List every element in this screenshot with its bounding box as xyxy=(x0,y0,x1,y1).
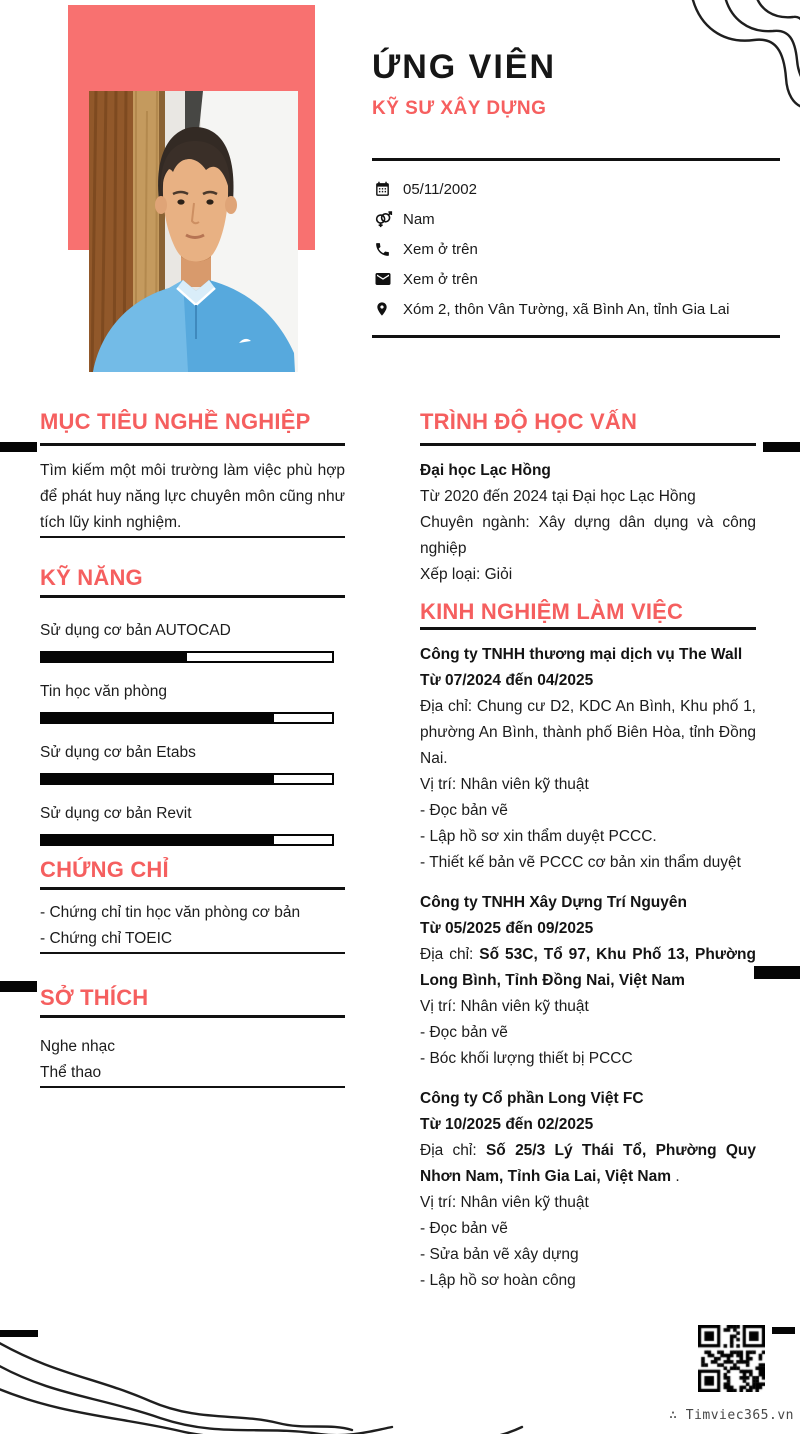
header-divider-bottom xyxy=(372,335,780,338)
skill-item xyxy=(40,620,345,663)
skill-label: Sử dụng cơ bản Revit xyxy=(40,805,192,822)
contact-row-gender xyxy=(374,204,784,234)
education-heading-rule xyxy=(420,443,756,446)
experience-heading: KINH NGHIỆM LÀM VIỆC xyxy=(420,599,684,624)
skill-bar-fill xyxy=(42,714,274,722)
skill-label: Sử dụng cơ bản AUTOCAD xyxy=(40,622,231,639)
skill-bar xyxy=(40,773,334,785)
education-school: Đại học Lạc Hồng xyxy=(420,462,551,479)
job-position: Vị trí: Nhân viên kỹ thuật xyxy=(420,1194,589,1211)
job-address-label: Địa chỉ: xyxy=(420,698,477,715)
job-bullet: - Đọc bản vẽ xyxy=(420,1220,508,1237)
skill-bar-fill xyxy=(42,775,274,783)
education-period: Từ 2020 đến 2024 tại Đại học Lạc Hồng xyxy=(420,488,696,505)
job-entry xyxy=(420,890,756,1072)
education-heading: TRÌNH ĐỘ HỌC VẤN xyxy=(420,409,638,434)
contact-row-phone xyxy=(374,234,784,264)
job-position: Vị trí: Nhân viên kỹ thuật xyxy=(420,776,589,793)
certificate-item: - Chứng chỉ tin học văn phòng cơ bản xyxy=(40,904,301,921)
skill-label: Tin học văn phòng xyxy=(40,683,167,700)
job-entry xyxy=(420,642,756,876)
objective-heading-rule xyxy=(40,443,345,446)
edge-bar-qr xyxy=(772,1327,795,1334)
education-entry xyxy=(420,458,756,588)
job-address-value: Số 25/3 Lý Thái Tổ, Phường Quy Nhơn Nam, Tỉnh Gia Lai, Việt Nam xyxy=(420,1142,756,1185)
job-position: Vị trí: Nhân viên kỹ thuật xyxy=(420,998,589,1015)
header-divider-top xyxy=(372,158,780,161)
job-title: KỸ SƯ XÂY DỰNG xyxy=(372,98,547,119)
hobby-item: Thể thao xyxy=(40,1064,102,1081)
birthdate-value: 05/11/2002 xyxy=(403,180,477,198)
skills-list xyxy=(40,620,345,846)
job-period: Từ 07/2024 đến 04/2025 xyxy=(420,672,594,689)
skill-item xyxy=(40,803,345,846)
objective-bottom-rule xyxy=(40,536,345,538)
job-bullet: - Đọc bản vẽ xyxy=(420,802,508,819)
profile-photo xyxy=(89,91,298,372)
job-entry xyxy=(420,1086,756,1294)
experience-list xyxy=(420,642,756,1294)
job-address-value: Chung cư D2, KDC An Bình, Khu phố 1, phường An Bình, thành phố Biên Hòa, tỉnh Đồng Nai. xyxy=(420,698,756,767)
skills-heading-rule xyxy=(40,595,345,598)
email-icon xyxy=(374,270,394,288)
skill-bar xyxy=(40,834,334,846)
job-company: Công ty TNHH Xây Dựng Trí Nguyên xyxy=(420,894,687,911)
profile-photo-illustration xyxy=(89,91,298,372)
qr-code xyxy=(698,1325,765,1392)
certificates-heading: CHỨNG CHỈ xyxy=(40,857,169,882)
job-bullet: - Lập hồ sơ xin thẩm duyệt PCCC. xyxy=(420,828,657,845)
skill-item xyxy=(40,742,345,785)
job-company: Công ty TNHH thương mại dịch vụ The Wall xyxy=(420,646,743,663)
bottom-left-waves-decoration xyxy=(0,1335,540,1434)
gender-icon xyxy=(374,210,394,228)
contact-row-address xyxy=(374,294,784,324)
hobbies-heading-rule xyxy=(40,1015,345,1018)
hobbies-heading: SỞ THÍCH xyxy=(40,985,149,1010)
skill-bar-fill xyxy=(42,653,187,661)
job-bullet: - Thiết kế bản vẽ PCCC cơ bản xin thẩm duyệt xyxy=(420,854,741,871)
job-address-label: Địa chỉ: xyxy=(420,1142,486,1159)
hobby-item: Nghe nhạc xyxy=(40,1038,115,1055)
job-bullet: - Sửa bản vẽ xây dựng xyxy=(420,1246,579,1263)
experience-heading-rule xyxy=(420,627,756,630)
page-title: ỨNG VIÊN xyxy=(372,48,557,86)
job-address-value: Số 53C, Tổ 97, Khu Phố 13, Phường Long Bình, Tỉnh Đồng Nai, Việt Nam xyxy=(420,946,756,989)
objective-text: Tìm kiếm một môi trường làm việc phù hợp để phát huy năng lực chuyên môn cũng như tích lũy kinh nghiệm. xyxy=(40,462,345,531)
right-column xyxy=(420,410,756,1294)
contact-list xyxy=(374,174,784,324)
skill-bar xyxy=(40,651,334,663)
job-company: Công ty Cổ phần Long Việt FC xyxy=(420,1090,644,1107)
skill-bar xyxy=(40,712,334,724)
edge-bar-left-objective xyxy=(0,442,37,452)
hobbies-bottom-rule xyxy=(40,1086,345,1088)
hobbies-list xyxy=(40,1034,345,1086)
address-value: Xóm 2, thôn Vân Tường, xã Bình An, tỉnh Gia Lai xyxy=(403,300,730,318)
location-icon xyxy=(374,300,394,318)
job-address-suffix: . xyxy=(671,1168,680,1185)
left-column xyxy=(40,410,345,1088)
job-period: Từ 05/2025 đến 09/2025 xyxy=(420,920,594,937)
skill-bar-fill xyxy=(42,836,274,844)
calendar-icon xyxy=(374,180,394,198)
job-address xyxy=(420,1138,756,1190)
education-grade: Xếp loại: Giỏi xyxy=(420,566,513,583)
education-major: Chuyên ngành: Xây dựng dân dụng và công nghiệp xyxy=(420,514,756,557)
skills-heading: KỸ NĂNG xyxy=(40,565,143,590)
phone-value: Xem ở trên xyxy=(403,240,478,258)
edge-bar-right-education xyxy=(763,442,800,452)
certificate-item: - Chứng chỉ TOEIC xyxy=(40,930,173,947)
contact-row-birthdate xyxy=(374,174,784,204)
job-bullet: - Bóc khối lượng thiết bị PCCC xyxy=(420,1050,633,1067)
phone-icon xyxy=(374,240,394,258)
edge-bar-right-experience xyxy=(754,966,800,979)
gender-value: Nam xyxy=(403,210,435,228)
edge-bar-left-hobbies xyxy=(0,981,37,992)
job-bullet: - Đọc bản vẽ xyxy=(420,1024,508,1041)
job-address-label: Địa chỉ: xyxy=(420,946,480,963)
email-value: Xem ở trên xyxy=(403,270,478,288)
certificates-heading-rule xyxy=(40,887,345,890)
objective-heading: MỤC TIÊU NGHỀ NGHIỆP xyxy=(40,409,311,434)
job-bullet: - Lập hồ sơ hoàn công xyxy=(420,1272,576,1289)
skill-item xyxy=(40,681,345,724)
job-address xyxy=(420,942,756,994)
skill-label: Sử dụng cơ bản Etabs xyxy=(40,744,196,761)
job-period: Từ 10/2025 đến 02/2025 xyxy=(420,1116,594,1133)
edge-bar-bottom-left xyxy=(0,1330,38,1337)
job-address xyxy=(420,694,756,772)
brand-watermark: ∴ Timviec365.vn xyxy=(669,1408,794,1423)
certificates-list xyxy=(40,900,345,952)
contact-row-email xyxy=(374,264,784,294)
certificates-bottom-rule xyxy=(40,952,345,954)
